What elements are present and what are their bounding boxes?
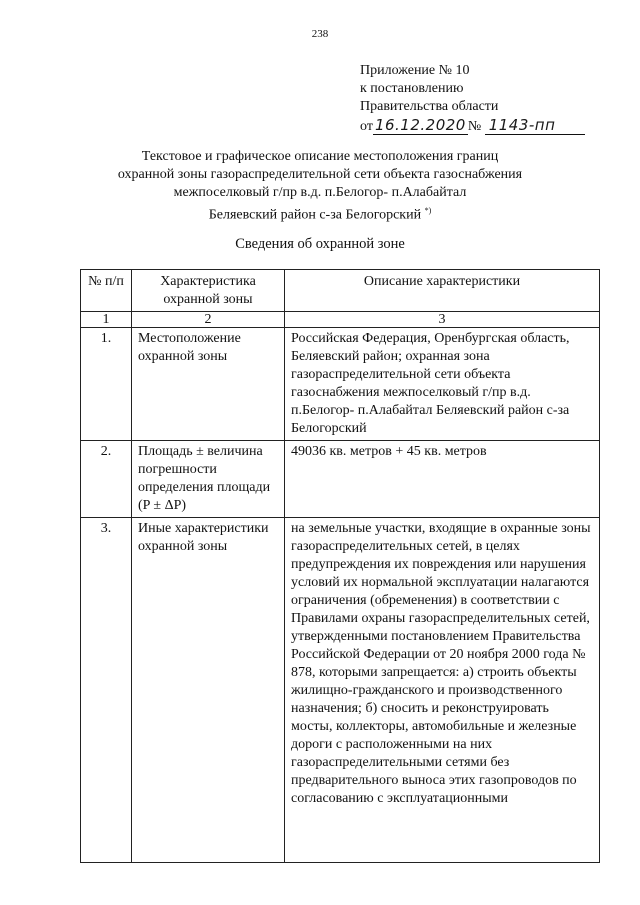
footnote-mark: *) <box>424 206 432 215</box>
appendix-line-to-resolution: к постановлению <box>360 81 464 96</box>
row-description: Российская Федерация, Оренбургская область, Беляевский район; охранная зона газораспределительной сети объекта газоснабжения межпоселковый г/пр в.д. п.Белогор- п.Алабайтал Беляевский район с-за Белогорский <box>285 328 600 441</box>
row-description: на земельные участки, входящие в охранные зоны газораспределительных сетей, в целях предупреждения их повреждения или нарушения условий их нормальной эксплуатации налагаются ограничения (обременения) в соответствии с Правилами охраны газораспределительных сетей, утвержденными постановлением Правительства Российской Федерации от 20 ноября 2000 года № 878, которыми запрещается: а) строить объекты жилищно-гражданского и производственного назначения; б) сносить и реконструировать мосты, коллекторы, автомобильные и железные дороги с расположенными на них газораспределительными сетями без предварительного выноса этих газопроводов по согласованию с эксплуатационными <box>285 518 600 863</box>
header-characteristic: Характеристика охранной зоны <box>132 270 285 312</box>
table-header-row <box>81 270 600 312</box>
appendix-line-government: Правительства области <box>360 99 499 114</box>
document-title <box>0 148 640 225</box>
appendix-date-number-line <box>360 116 585 136</box>
column-number-row <box>81 312 600 328</box>
row-number: 2. <box>81 441 132 518</box>
number-prefix: № <box>467 119 482 134</box>
header-num: № п/п <box>81 270 132 312</box>
row-characteristic: Площадь ± величина погрешности определения площади (P ± ΔP) <box>132 441 285 518</box>
title-line-4 <box>0 202 640 225</box>
row-description: 49036 кв. метров + 45 кв. метров <box>285 441 600 518</box>
column-number: 1 <box>81 312 132 328</box>
row-number: 3. <box>81 518 132 863</box>
from-prefix: от <box>360 119 373 134</box>
page-number: 238 <box>311 28 329 40</box>
handwritten-number: 1143-пп <box>485 116 585 135</box>
column-number: 2 <box>132 312 285 328</box>
column-number: 3 <box>285 312 600 328</box>
title-line-2: охранной зоны газораспределительной сети объекта газоснабжения <box>117 167 523 182</box>
table-row <box>81 441 600 518</box>
title-line-3: межпоселковый г/пр в.д. п.Белогор- п.Алабайтал <box>173 185 467 200</box>
zone-info-table <box>80 269 600 863</box>
title-line-4-text: Беляевский район с-за Белогорский <box>208 207 422 223</box>
table-row <box>81 518 600 863</box>
section-subtitle: Сведения об охранной зоне <box>235 236 405 252</box>
row-characteristic: Иные характеристики охранной зоны <box>132 518 285 863</box>
title-line-1: Текстовое и графическое описание местоположения границ <box>141 149 499 164</box>
row-characteristic: Местоположение охранной зоны <box>132 328 285 441</box>
appendix-block <box>360 62 585 136</box>
handwritten-date: 16.12.2020 <box>374 116 466 134</box>
appendix-title: Приложение № 10 <box>360 63 470 78</box>
table-row <box>81 328 600 441</box>
row-number: 1. <box>81 328 132 441</box>
header-description: Описание характеристики <box>285 270 600 312</box>
